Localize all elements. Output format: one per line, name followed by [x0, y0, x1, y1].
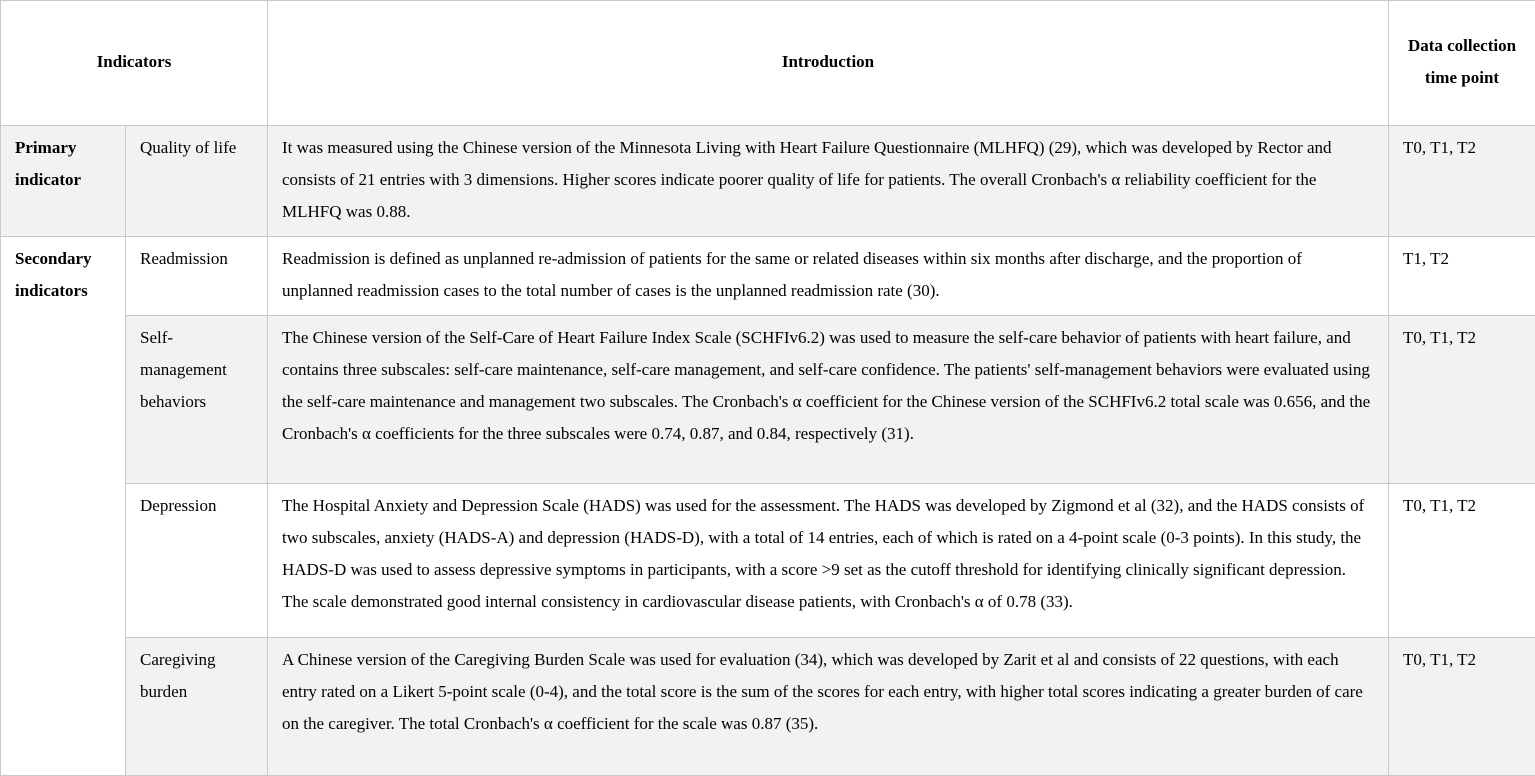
table-row	[1, 316, 1535, 484]
header-indicators: Indicators	[1, 1, 268, 126]
table-row	[1, 484, 1535, 638]
time-point-caregiving-burden: T0, T1, T2	[1389, 638, 1535, 776]
table-header-row	[1, 1, 1535, 126]
header-time-point: Data collection time point	[1389, 1, 1535, 126]
header-introduction: Introduction	[268, 1, 1389, 126]
introduction-readmission: Readmission is defined as unplanned re-admission of patients for the same or related diseases within six months after discharge, and the proportion of unplanned readmission cases to the total number of cases is the unplanned readmission rate (30).	[268, 237, 1389, 316]
time-point-depression: T0, T1, T2	[1389, 484, 1535, 638]
time-point-self-management: T0, T1, T2	[1389, 316, 1535, 484]
group-primary-indicator: Primary indicator	[1, 126, 126, 237]
time-point-quality-of-life: T0, T1, T2	[1389, 126, 1535, 237]
table-row	[1, 126, 1535, 237]
indicator-readmission: Readmission	[126, 237, 268, 316]
introduction-quality-of-life: It was measured using the Chinese version of the Minnesota Living with Heart Failure Questionnaire (MLHFQ) (29), which was developed by Rector and consists of 21 entries with 3 dimensions. Higher scores indicate poorer quality of life for patients. The overall Cronbach's α reliability coefficient for the MLHFQ was 0.88.	[268, 126, 1389, 237]
time-point-readmission: T1, T2	[1389, 237, 1535, 316]
group-secondary-indicators: Secondary indicators	[1, 237, 126, 776]
introduction-self-management: The Chinese version of the Self-Care of Heart Failure Index Scale (SCHFIv6.2) was used to measure the self-care behavior of patients with heart failure, and contains three subscales: self-care maintenance, self-care management, and self-care confidence. The patients' self-management behaviors were evaluated using the self-care maintenance and management two subscales. The Cronbach's α coefficient for the Chinese version of the SCHFIv6.2 total scale was 0.656, and the Cronbach's α coefficients for the three subscales were 0.74, 0.87, and 0.84, respectively (31).	[268, 316, 1389, 484]
introduction-caregiving-burden: A Chinese version of the Caregiving Burden Scale was used for evaluation (34), which was developed by Zarit et al and consists of 22 questions, with each entry rated on a Likert 5-point scale (0-4), and the total score is the sum of the scores for each entry, with higher total scores indicating a greater burden of care on the caregiver. The total Cronbach's α coefficient for the scale was 0.87 (35).	[268, 638, 1389, 776]
indicator-quality-of-life: Quality of life	[126, 126, 268, 237]
indicator-depression: Depression	[126, 484, 268, 638]
table-row	[1, 237, 1535, 316]
table-row	[1, 638, 1535, 776]
indicator-self-management: Self-management behaviors	[126, 316, 268, 484]
introduction-depression: The Hospital Anxiety and Depression Scale (HADS) was used for the assessment. The HADS was developed by Zigmond et al (32), and the HADS consists of two subscales, anxiety (HADS-A) and depression (HADS-D), with a total of 14 entries, each of which is rated on a 4-point scale (0-3 points). In this study, the HADS-D was used to assess depressive symptoms in participants, with a score >9 set as the cutoff threshold for identifying clinically significant depression. The scale demonstrated good internal consistency in cardiovascular disease patients, with Cronbach's α of 0.78 (33).	[268, 484, 1389, 638]
indicator-caregiving-burden: Caregiving burden	[126, 638, 268, 776]
